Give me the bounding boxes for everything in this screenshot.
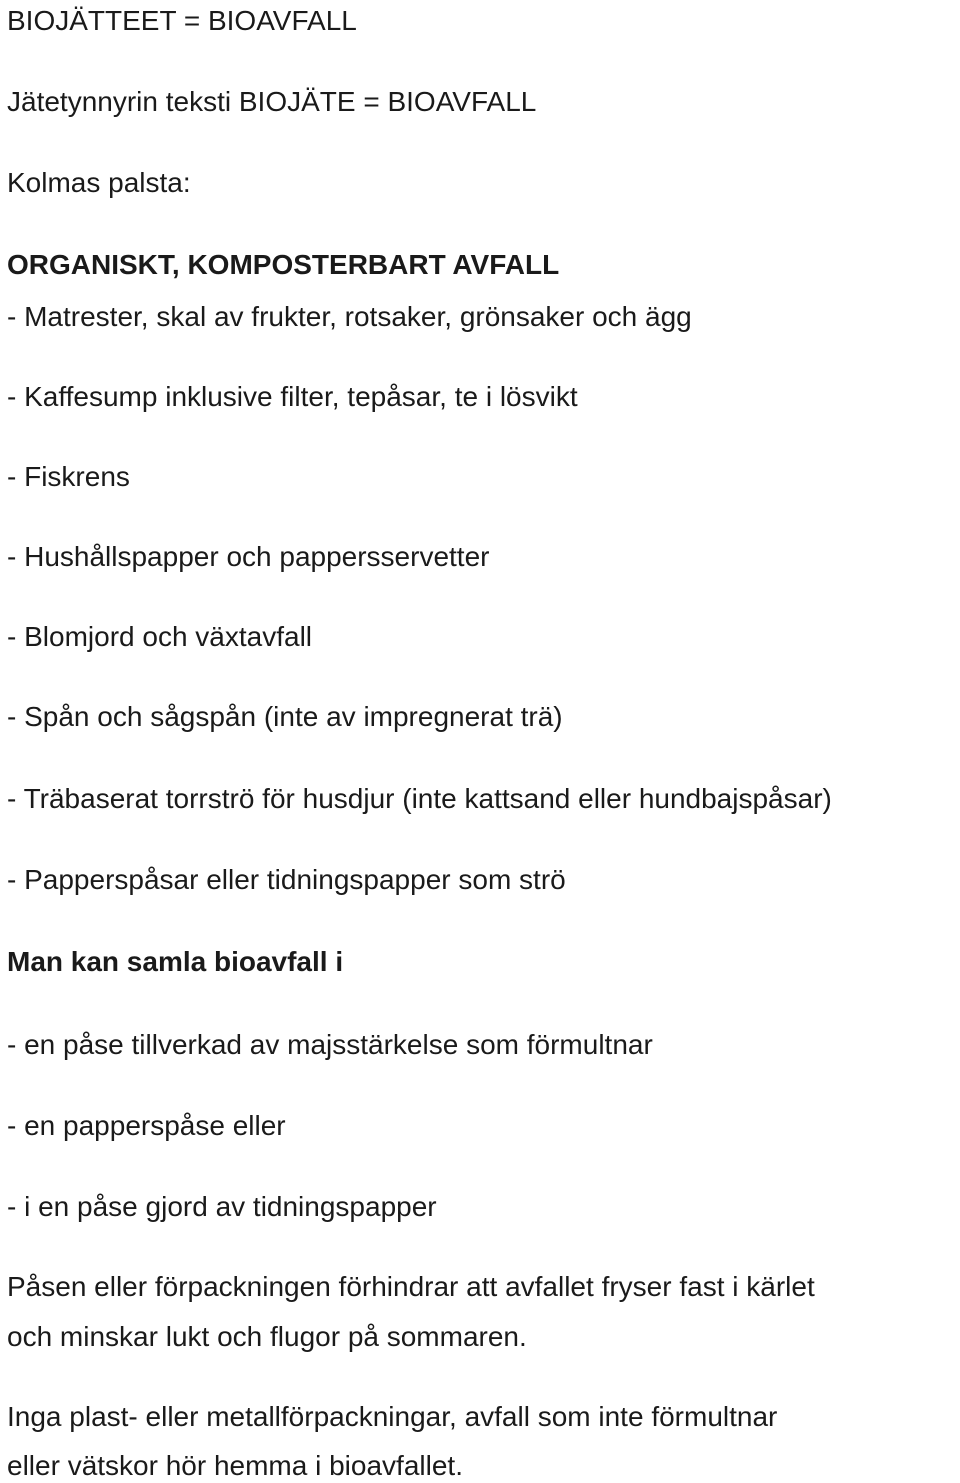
list-item: - Papperspåsar eller tidningspapper som strö xyxy=(7,864,566,895)
list-item: - en påse tillverkad av majsstärkelse som förmultnar xyxy=(7,1029,653,1060)
list-item: - Kaffesump inklusive filter, tepåsar, te i lösvikt xyxy=(7,381,578,412)
section-heading-collection: Man kan samla bioavfall i xyxy=(7,946,344,977)
list-item: - Blomjord och växtavfall xyxy=(7,621,313,652)
note-paragraph-line: Påsen eller förpackningen förhindrar att avfallet fryser fast i kärlet xyxy=(7,1271,815,1302)
document-title: BIOJÄTTEET = BIOAVFALL xyxy=(7,5,357,36)
list-item: - Hushållspapper och pappersservetter xyxy=(7,541,490,572)
warning-paragraph-line: eller vätskor hör hemma i bioavfallet. xyxy=(7,1450,463,1481)
column-label: Kolmas palsta: xyxy=(7,167,191,198)
list-item: - en papperspåse eller xyxy=(7,1110,286,1141)
list-item: - Spån och sågspån (inte av impregnerat trä) xyxy=(7,701,563,732)
list-item: - Träbaserat torrströ för husdjur (inte kattsand eller hundbajspåsar) xyxy=(7,783,832,814)
list-item: - i en påse gjord av tidningspapper xyxy=(7,1191,437,1222)
document-subtitle: Jätetynnyrin teksti BIOJÄTE = BIOAVFALL xyxy=(7,86,537,117)
warning-paragraph-line: Inga plast- eller metallförpackningar, avfall som inte förmultnar xyxy=(7,1401,778,1432)
list-item: - Fiskrens xyxy=(7,461,130,492)
section-heading-organic: ORGANISKT, KOMPOSTERBART AVFALL xyxy=(7,249,560,280)
note-paragraph-line: och minskar lukt och flugor på sommaren. xyxy=(7,1321,527,1352)
list-item: - Matrester, skal av frukter, rotsaker, grönsaker och ägg xyxy=(7,301,692,332)
